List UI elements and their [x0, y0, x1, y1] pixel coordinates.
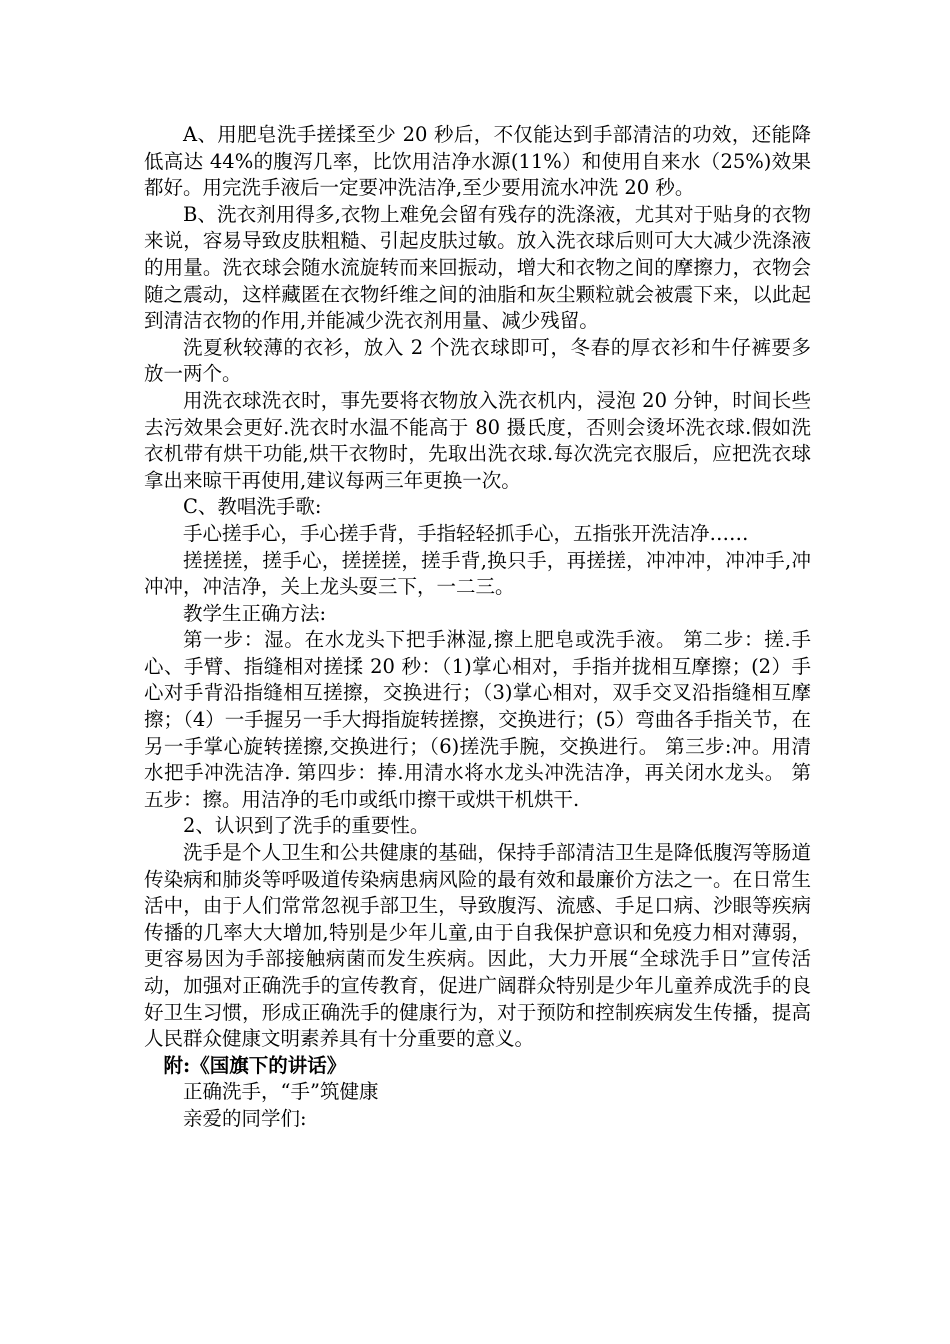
document-body: [144, 122, 811, 1133]
paragraph-song-lyrics-2: 搓搓搓，搓手心，搓搓搓，搓手背,换只手，再搓搓，冲冲冲，冲冲手,冲冲冲，冲洁净，关上龙头耍三下，一二三。: [144, 548, 811, 599]
paragraph-c-handwashing-song-heading: C、教唱洗手歌:: [183, 495, 322, 519]
paragraph-method-heading: 教学生正确方法:: [183, 601, 327, 625]
paragraph-handwashing-importance: 洗手是个人卫生和公共健康的基础，保持手部清洁卫生是降低腹泻等肠道传染病和肺炎等呼吸道传染病患病风险的最有效和最廉价方法之一。在日常生活中，由于人们常常忽视手部卫生，导致腹泻、流感、手足口病、沙眼等疾病传播的几率大大增加,特别是少年儿童,由于自我保护意识和免疫力相对薄弱，更容易因为手部接触病菌而发生疾病。因此，大力开展“全球洗手日”宣传活动，加强对正确洗手的宣传教育，促进广阔群众特别是少年儿童养成洗手的良好卫生习惯，形成正确洗手的健康行为，对于预防和控制疾病发生传播，提高人民群众健康文明素养具有十分重要的意义。: [144, 841, 811, 1051]
paragraph-handwashing-steps: 第一步：湿。在水龙头下把手淋湿,擦上肥皂或洗手液。 第二步：搓.手心、手臂、指缝相对搓揉 20 秒：（1)掌心相对，手指并拢相互摩擦；(2）手心对手背沿指缝相互搓擦，交换进行；（3)掌心相对，双手交叉沿指缝相互摩擦；（4）一手握另一手大拇指旋转搓擦，交换进行；(5）弯曲各手指关节，在另一手掌心旋转搓擦,交换进行；（6)搓洗手腕，交换进行。 第三步:冲。用清水把手冲洗洁净. 第四步：捧.用清水将水龙头冲洗洁净，再关闭水龙头。 第五步：擦。用洁净的毛巾或纸巾擦干或烘干机烘干.: [144, 628, 811, 811]
paragraph-laundry-ball-quantity: 洗夏秋较薄的衣衫，放入 2 个洗衣球即可，冬春的厚衣衫和牛仔裤要多放一两个。: [144, 335, 811, 386]
paragraph-section-2-heading: 2、认识到了洗手的重要性。: [183, 814, 430, 838]
speech-greeting: 亲爱的同学们:: [183, 1106, 307, 1130]
appendix-heading: 附:《国旗下的讲话》: [163, 1053, 347, 1077]
paragraph-b-laundry-ball: B、洗衣剂用得多,衣物上难免会留有残存的洗涤液，尤其对于贴身的衣物来说，容易导致皮肤粗糙、引起皮肤过敏。放入洗衣球后则可大大减少洗涤液的用量。洗衣球会随水流旋转而来回振动，增大和衣物之间的摩擦力，衣物会随之震动，这样藏匿在衣物纤维之间的油脂和灰尘颗粒就会被震下来，以此起到清洁衣物的作用,并能减少洗衣剂用量、减少残留。: [144, 202, 811, 333]
paragraph-a-soap-handwashing: A、用肥皂洗手搓揉至少 20 秒后，不仅能达到手部清洁的功效，还能降低高达 44%的腹泻几率，比饮用洁净水源(11%）和使用自来水（25%)效果都好。用完洗手液后一定要冲洗洁净,至少要用流水冲洗 20 秒。: [144, 123, 811, 200]
paragraph-song-lyrics-1: 手心搓手心，手心搓手背，手指轻轻抓手心，五指张开洗洁净……: [183, 521, 749, 545]
paragraph-laundry-ball-usage: 用洗衣球洗衣时，事先要将衣物放入洗衣机内，浸泡 20 分钟，时间长些去污效果会更好.洗衣时水温不能高于 80 摄氏度，否则会烫坏洗衣球.假如洗衣机带有烘干功能,烘干衣物时，先取出洗衣球.每次洗完衣服后，应把洗衣球拿出来晾干再使用,建议每两三年更换一次。: [144, 388, 811, 492]
speech-title: 正确洗手，“手”筑健康: [183, 1080, 379, 1104]
